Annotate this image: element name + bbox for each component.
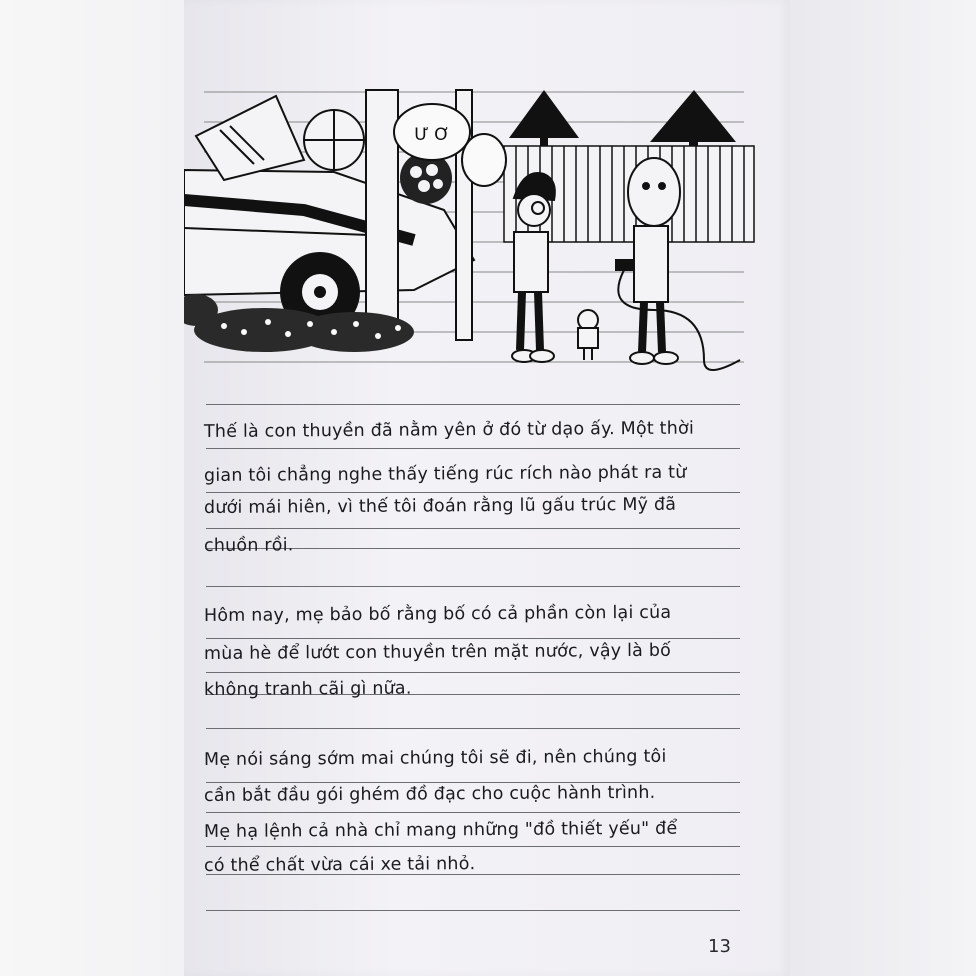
text-line: Hôm nay, mẹ bảo bố rằng bố có cả phần còn lại của [203, 602, 672, 626]
text-line: Thế là con thuyền đã nằm yên ở đó từ dạo ấy. Một thời [203, 418, 695, 442]
illustration [184, 60, 790, 400]
tree-left [509, 90, 579, 152]
speech-bubble-text: Ư Ơ [414, 125, 450, 145]
text-line: Mẹ hạ lệnh cả nhà chỉ mang những "đồ thiết yếu" để [203, 818, 678, 842]
text-line: mùa hè để lướt con thuyền trên mặt nước, vậy là bố [203, 640, 672, 664]
ruled-line [206, 672, 740, 673]
text-line: chuồn rồi. [203, 535, 294, 556]
text-line: dưới mái hiên, vì thế tôi đoán rằng lũ gấu trúc Mỹ đã [203, 494, 677, 518]
ruled-line [206, 492, 740, 493]
character-small-kid [578, 310, 598, 360]
ruled-line [206, 404, 740, 405]
junk-pile [196, 96, 364, 180]
text-line: không tranh cãi gì nữa. [203, 678, 412, 700]
text-line: Mẹ nói sáng sớm mai chúng tôi sẽ đi, nên chúng tôi [203, 746, 667, 770]
ruled-line [206, 638, 740, 639]
text-line: có thể chất vừa cái xe tải nhỏ. [203, 854, 476, 876]
text-line: cần bắt đầu gói ghém đồ đạc cho cuộc hành trình. [203, 782, 656, 806]
page-number: 13 [708, 936, 731, 957]
ruled-line [206, 528, 740, 529]
ruled-line [206, 846, 740, 847]
text-line: gian tôi chẳng nghe thấy tiếng rúc rích nào phát ra từ [203, 462, 687, 486]
ruled-line [206, 728, 740, 729]
background-right [790, 0, 976, 976]
ruled-line [206, 812, 740, 813]
ruled-line [206, 910, 740, 911]
ruled-line [206, 782, 740, 783]
book-page [184, 0, 790, 976]
ruled-line [206, 448, 740, 449]
ruled-line [206, 586, 740, 587]
background-left [0, 0, 184, 976]
